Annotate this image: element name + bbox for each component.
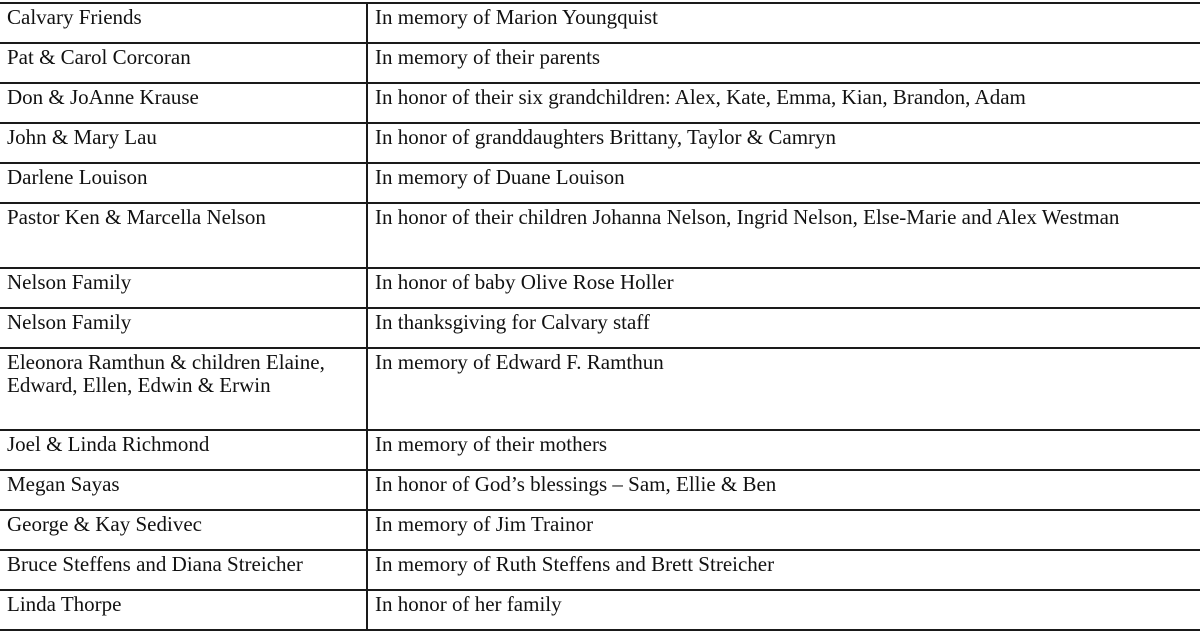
dedication-cell: In memory of Jim Trainor bbox=[367, 510, 1200, 550]
dedication-cell: In memory of Edward F. Ramthun bbox=[367, 348, 1200, 430]
table-row bbox=[0, 123, 1200, 163]
dedication-cell: In honor of God’s blessings – Sam, Ellie & Ben bbox=[367, 470, 1200, 510]
dedication-cell: In honor of their six grandchildren: Alex, Kate, Emma, Kian, Brandon, Adam bbox=[367, 83, 1200, 123]
dedication-cell: In memory of their parents bbox=[367, 43, 1200, 83]
donor-cell: George & Kay Sedivec bbox=[0, 510, 367, 550]
table-row bbox=[0, 470, 1200, 510]
table-row bbox=[0, 3, 1200, 43]
donor-cell: Megan Sayas bbox=[0, 470, 367, 510]
dedication-cell: In honor of granddaughters Brittany, Taylor & Camryn bbox=[367, 123, 1200, 163]
donor-cell: Joel & Linda Richmond bbox=[0, 430, 367, 470]
table-row bbox=[0, 163, 1200, 203]
table-row bbox=[0, 83, 1200, 123]
donor-cell: Don & JoAnne Krause bbox=[0, 83, 367, 123]
dedications-table bbox=[0, 2, 1200, 631]
donor-cell: Bruce Steffens and Diana Streicher bbox=[0, 550, 367, 590]
dedication-cell: In honor of their children Johanna Nelson, Ingrid Nelson, Else-Marie and Alex Westman bbox=[367, 203, 1200, 268]
table-row bbox=[0, 348, 1200, 430]
dedication-cell: In memory of Duane Louison bbox=[367, 163, 1200, 203]
donor-cell: John & Mary Lau bbox=[0, 123, 367, 163]
dedication-cell: In thanksgiving for Calvary staff bbox=[367, 308, 1200, 348]
dedication-cell: In memory of Marion Youngquist bbox=[367, 3, 1200, 43]
donor-cell: Pat & Carol Corcoran bbox=[0, 43, 367, 83]
donor-cell: Linda Thorpe bbox=[0, 590, 367, 630]
table-row bbox=[0, 268, 1200, 308]
table-row bbox=[0, 430, 1200, 470]
dedication-cell: In memory of Ruth Steffens and Brett Streicher bbox=[367, 550, 1200, 590]
donor-cell: Nelson Family bbox=[0, 308, 367, 348]
donor-cell: Eleonora Ramthun & children Elaine, Edward, Ellen, Edwin & Erwin bbox=[0, 348, 367, 430]
donor-cell: Darlene Louison bbox=[0, 163, 367, 203]
table-row bbox=[0, 308, 1200, 348]
donor-cell: Pastor Ken & Marcella Nelson bbox=[0, 203, 367, 268]
dedication-cell: In honor of her family bbox=[367, 590, 1200, 630]
table-row bbox=[0, 203, 1200, 268]
table-row bbox=[0, 550, 1200, 590]
dedication-cell: In memory of their mothers bbox=[367, 430, 1200, 470]
table-row bbox=[0, 590, 1200, 630]
donor-cell: Nelson Family bbox=[0, 268, 367, 308]
table-row bbox=[0, 43, 1200, 83]
dedication-cell: In honor of baby Olive Rose Holler bbox=[367, 268, 1200, 308]
table-row bbox=[0, 510, 1200, 550]
donor-cell: Calvary Friends bbox=[0, 3, 367, 43]
